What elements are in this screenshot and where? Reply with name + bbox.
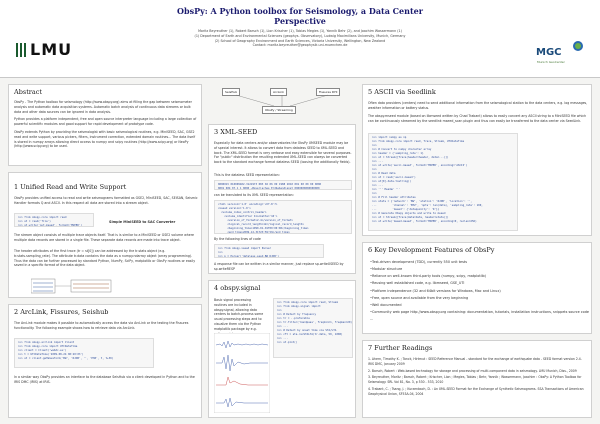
section7-title: 7 Further Readings — [368, 344, 433, 352]
abstract-paragraph: ObsPy extends Python by providing the seismologist with basic seismological routines, e.g. MiniSEED, SAC, GSE2 read and write support, various pickers, filters, instrument correction, extended domain routines... The data itself is stored in numpy arrays allowing direct access to numpy and scipy routines (http://www.scipy.org) or NeoPy (http://www.scipy.org) to be used. — [14, 129, 196, 149]
diagram-box-fissures: Fissures DHI — [316, 88, 340, 96]
abstract-paragraph: Python provides a platform independent, free and open source interpreter language including a large collection of powerful scientific modules and good support for rapid development of prototype code. — [14, 117, 197, 127]
section3-intro: Especially for data centers and/or observatories the ObsPy XMSEED module may be of special interest. It allows to convert data from dataless SEED to XML-SEED and back. The XML-SEED format is very verbose and easy extensible for several purposes. For "public" distribution the resulting extended XML-SEED can always be converted back to the standard exchange format dataless SEED (loosing the additionally fields). — [214, 141, 352, 165]
feature-list — [370, 259, 590, 323]
section2-intro: The ArcLink module makes it possible to automatically access the data via ArcLink or the testing the Fissures functionality. The following example shows how to retrieve data via ArcLink. — [14, 321, 189, 330]
reference-item: 3. Beyreuther, Moritz ; Barsch, Robert ; Krischer, Lion ; Megies, Tobias ; Behr, Yannik ; Wassermann, Joachim : ObsPy: A Python Toolbox for Seismology. SRL Vol 81, No. 3, p 530 - 533, 2010 — [368, 375, 582, 385]
feature-item: • Platform independence (32 and 64bit versions for Windows, Mac and Linux) — [370, 288, 590, 295]
section5-code: >>> import numpy as np >>> from obspy.core import read, Trace, Stream, UTCDateTime >>> >>> # Convert to numpy character array >>> header = {'sampling_rate': 1} >>> st = Stream([Trace(header=header, data=...)]) >>> ... >>> st.write('ascii.mseed', format='MSEED', encoding='ASCII') >>> >>> # Read data >>> st = read('ascii.mseed') >>> st[0].data.tostring() >>> ... >>> ''' Header ''' >>> >>> # Fill header attributes >>> stats = {'network': 'BW', 'station': 'RJOB', 'location': '', ... 'channel': 'EHZ', 'npts': len(data), 'sampling_rate': 100, ... 'mseed': {'dataquality': 'D'}} >>> # Generate Obspy objects and write to mseed >>> st = Stream([Trace(data=data, header=stats)]) >>> st.write('mseed.mseed', format='MSEED', encoding=0, reclen=256) — [368, 133, 518, 231]
affiliation-line: (1) Department of Earth and Environmental Sciences (geophys. Observatory), Ludwig Maximilians University, Munich, Germany — [194, 33, 406, 38]
feature-item: • Community web page http://www.obspy.org containing: documentation, tutorials, installation instructions, snippets source code ... — [370, 309, 590, 323]
section5-intro: Often data providers (centers) need to send additional information from the seismological station to the data centers, e.g. log messages, weather information or battery status. — [368, 101, 588, 110]
section-obspy-signal — [208, 280, 356, 418]
section-xml-seed — [208, 124, 356, 274]
diagram-box-obspy: ObsPy / Streaming — [262, 106, 296, 114]
authors — [150, 29, 450, 48]
mgc-subtitle: Munich GeoCenter — [537, 60, 565, 64]
lmu-logo — [16, 40, 72, 59]
section4-title: 4 obspy.signal — [214, 284, 261, 292]
section5-paragraph: The obspy.mseed module (based on libmseed written by Chad Trabant) allows to easily convert any ASCII string to a MiniSEED file which can be continuously streamed by the seedlink mseed_scan plugin and thus can easily be transferred to the data center via SeedLink. — [368, 114, 587, 123]
section-ascii-seedlink — [362, 84, 592, 236]
section1-paragraph: The stream object consists of multiple trace objects itself. That is is similar to a MiniSEED or GSE2 volume where multiple data records are stored in a single file. These separate data records are made into trace object. — [14, 233, 194, 242]
abstract-title: Abstract — [14, 88, 43, 96]
title-block — [150, 6, 450, 48]
section2-title: 2 ArcLink, Fissures, Seishub — [14, 308, 109, 316]
abstract-panel — [8, 84, 202, 166]
reference-item: 1. Ahern, Timothy K. ; Tanck, Hirtmut : SEED Reference Manual - standard for the exchange of earthquake data - SEED format version 2.4. IRIS DMC, January 2009 — [368, 357, 582, 366]
feature-item: • Test-driven development (TDD), currently 550 unit tests — [370, 259, 590, 266]
mgc-logo: MGC — [536, 47, 562, 58]
feature-item: • Reliance on well-known third-party tools (numpy, scipy, matplotlib) — [370, 273, 590, 280]
section3-label: By the following lines of code — [214, 237, 261, 241]
contact-line: Contact: moritz.beyreuther@geophysik.uni-muenchen.de — [252, 43, 348, 48]
section3-label: can be translated to its XML SEED representation: — [214, 193, 294, 197]
section2-outro: In a similar way ObsPy provides an interface to the database SeisHub via a client developed in Python and to the IRIS DMC (IRIS) at IRIS. — [14, 375, 195, 384]
lmu-logo-text: LMU — [30, 40, 73, 59]
abstract-paragraph: ObsPy - The Python toolbox for seismology (http://www.obspy.org) aims at filling the gap between seismometer analysis and automatic data acquisition systems. Automatic batch analysis of continuous data streams or bulk data and other data sources can be ignored in data analysis. — [14, 100, 192, 114]
section4-code: >>> from obspy.core import read, Stream >>> from obspy.signal import >>> >>> # Detect by frequency >>> tr = ..preferable >>> tr.filter('bandpass', freqmin=1, freqmax=20) >>> ... >>> # Detect by onset time via STA/LTA >>> cft = sta.recSTALTA(tr.data, 50, 1000) >>> ... >>> st.plot() — [273, 298, 353, 358]
section1-code: >>> from obspy.core import read >>> st = read('file') >>> st.write('out.mseed', format='MSEED') — [14, 213, 94, 227]
reference-item: 2. Barsch, Robert : Web-based technology for storage and processing of multi-component data in seismology. LMU Munich, Diss., 2009 — [368, 368, 577, 373]
section1-subtitle: Simple MiniSEED to SAC Converter — [109, 220, 176, 224]
section1-paragraph: The header attributes of the first trace (tr = st[0]) can be addressed by the tr.stats object (e.g. tr.stats.sampling_rate). The attribute tr.data contains the data as a numpy.ndarray object (array programming). Thus the data can be further processed by standard Python, NumPy, SciPy, matplotlib or ObsPy routines or easily saved in a specific format of the data object. — [14, 249, 196, 268]
authors-line: Moritz Beyreuther (1), Robert Barsch (1), Lion Krischer (1), Tobias Megies (1), Yannik Behr (2), and Joachim Wassermann (1) — [198, 29, 402, 33]
feature-item: • Free, open source and available from the very beginning — [370, 295, 590, 302]
poster-title: ObsPy: A Python toolbox for Seismology, a Data Center Perspective — [177, 6, 423, 26]
section-key-features — [362, 242, 592, 334]
section6-title: 6 Key Development Features of ObsPy — [368, 246, 495, 254]
section-arclink — [8, 304, 202, 418]
diagram-box-arclink: ArcLink — [270, 88, 287, 96]
section3-code-parser: >>> from obspy.xseed import Parser >>> >>> p = Parser('dataless.seed.BW_RJOB') — [214, 244, 324, 258]
section2-code: >>> from obspy.arclink import Client >>> from obspy.core import UTCDateTime >>> client = Client('webdc.eu') >>> t = UTCDateTime('2009-08-24 00:20:03') >>> st = client.getWaveform('BW', 'RJOB', '', 'EHZ', t, t+30) — [14, 338, 154, 368]
section-unified-read-write — [8, 172, 202, 298]
section3-title: 3 XML-SEED — [214, 128, 258, 136]
section3-label: This is the dataless SEED representation: — [214, 173, 280, 177]
poster-header — [0, 0, 600, 78]
lmu-seal-icon — [16, 43, 28, 57]
reference-item: 4. Trabant, C. ; Tsang, J. ; Kurzenbach, D. : An XML-SEED Format for the Exchange of Synthetic Seismograms. SSA Transactions of American Geophysical Union, SF53A-04, 2004 — [368, 386, 584, 396]
section-further-readings — [362, 340, 592, 418]
abstract-body — [14, 100, 198, 149]
reference-list — [368, 357, 588, 398]
section3-code-dataless: 000001V 010009402.3121973 083 02 06 09 1988 2010 001 00 00 00 0000 0001 004 07,1 1 0000 ~Bayerisches Erdbebendienst 0000000000000000 — [214, 180, 352, 190]
section3-outro: A response file can be written in a similar manner, just replace sp.writeXSEED by sp.writeRESP — [214, 262, 344, 271]
section5-title: 5 ASCII via Seedlink — [368, 88, 436, 96]
section4-intro: Basic signal processing routines are included in obspy.signal, allowing data centers to batch-process some usual processing steps and to visualize them via the Python matplotlib package by e.g. — [214, 298, 264, 331]
affiliation-line: (2) School of Geography Environment and Earth Sciences, Victoria University, Wellington, New Zealand — [214, 38, 386, 43]
feature-item: • Modular structure — [370, 266, 590, 273]
section1-intro: ObsPy provides unified access to read and write seismograms formatted as GSE2, MiniSEED, SAC, SEISAN, Seismic Handler formats Q and ASCII. In this respect all data are stored into a stream object. — [14, 196, 198, 205]
feature-item: • Well documented — [370, 302, 590, 309]
section1-title: 1 Unified Read and Write Support — [14, 183, 127, 191]
service-diagram — [214, 86, 360, 116]
seismogram-plot — [214, 333, 270, 413]
stream-trace-diagram — [31, 277, 131, 297]
section3-code-xml: <?xml version='1.0' encoding='utf-8'?> <xseed version='1.0'> <volume_index_control_header> <volume_identifier blockette='10'> <version_of_format>2.4</version_of_format> <logical_record_length>12</logical_record_length> <beginning_time>1990-01-01T00:00:00</beginning_time> <end_time>2099-12-31T23:59:59</end_time> — [214, 200, 352, 234]
feature-item: • Reusing well established code, e.g. libmseed, GSE_UTI — [370, 280, 590, 287]
diagram-box-seishub: SeisHub — [222, 88, 240, 96]
